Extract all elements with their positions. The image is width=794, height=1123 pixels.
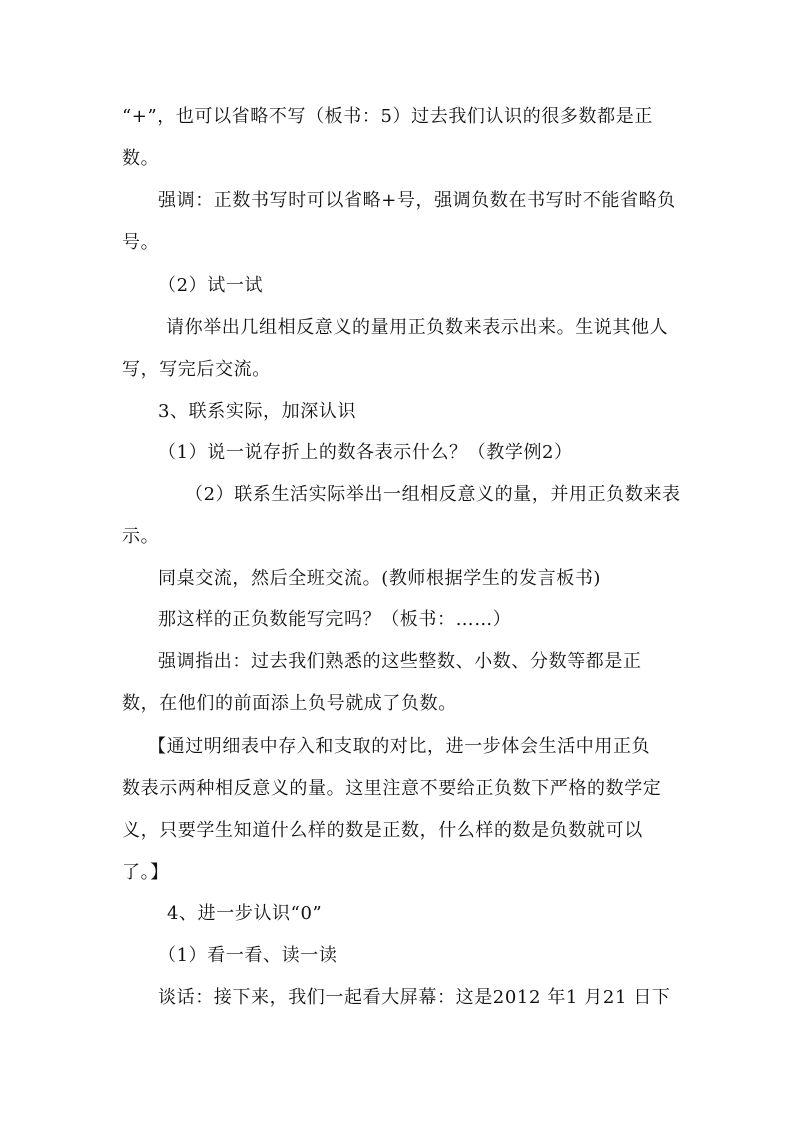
text-line: 数，在他们的前面添上负号就成了负数。 [122, 693, 457, 714]
text-line: 强调：正数书写时可以省略+号，强调负数在书写时不能省略负 [158, 190, 676, 211]
text-line: 义，只要学生知道什么样的数是正数，什么样的数是负数就可以 [122, 820, 643, 841]
text-line: （1）看一看、读一读 [158, 945, 338, 966]
text-line: 那这样的正负数能写完吗？（板书：……） [158, 609, 512, 630]
text-line: 了。】 [122, 862, 169, 883]
text-line: 谈话：接下来，我们一起看大屏幕：这是2012 年1 月21 日下 [158, 987, 671, 1008]
text-line: 【通过明细表中存入和支取的对比，进一步体会生活中用正负 [148, 736, 651, 757]
text-line: （2）试一试 [158, 275, 264, 296]
text-line: 示。 [122, 526, 160, 547]
text-line: 写，写完后交流。 [122, 359, 271, 380]
text-line: 3、联系实际，加深认识 [158, 401, 357, 422]
text-line: 号。 [122, 232, 160, 253]
text-line: 请你举出几组相反意义的量用正负数来表示出来。生说其他人 [166, 317, 669, 338]
text-line: （1）说一说存折上的数各表示什么？（教学例2） [158, 442, 573, 463]
text-line: 4、进一步认识“0” [167, 903, 323, 924]
text-line: 同桌交流，然后全班交流。(教师根据学生的发言板书) [158, 568, 602, 589]
text-line: （2）联系生活实际举出一组相反意义的量，并用正负数来表 [185, 484, 681, 505]
text-line: 数表示两种相反意义的量。这里注意不要给正负数下严格的数学定 [122, 778, 662, 799]
text-line: “+”，也可以省略不写（板书：5）过去我们认识的很多数都是正 [122, 106, 653, 127]
text-line: 数。 [122, 148, 160, 169]
text-line: 强调指出：过去我们熟悉的这些整数、小数、分数等都是正 [158, 651, 642, 672]
